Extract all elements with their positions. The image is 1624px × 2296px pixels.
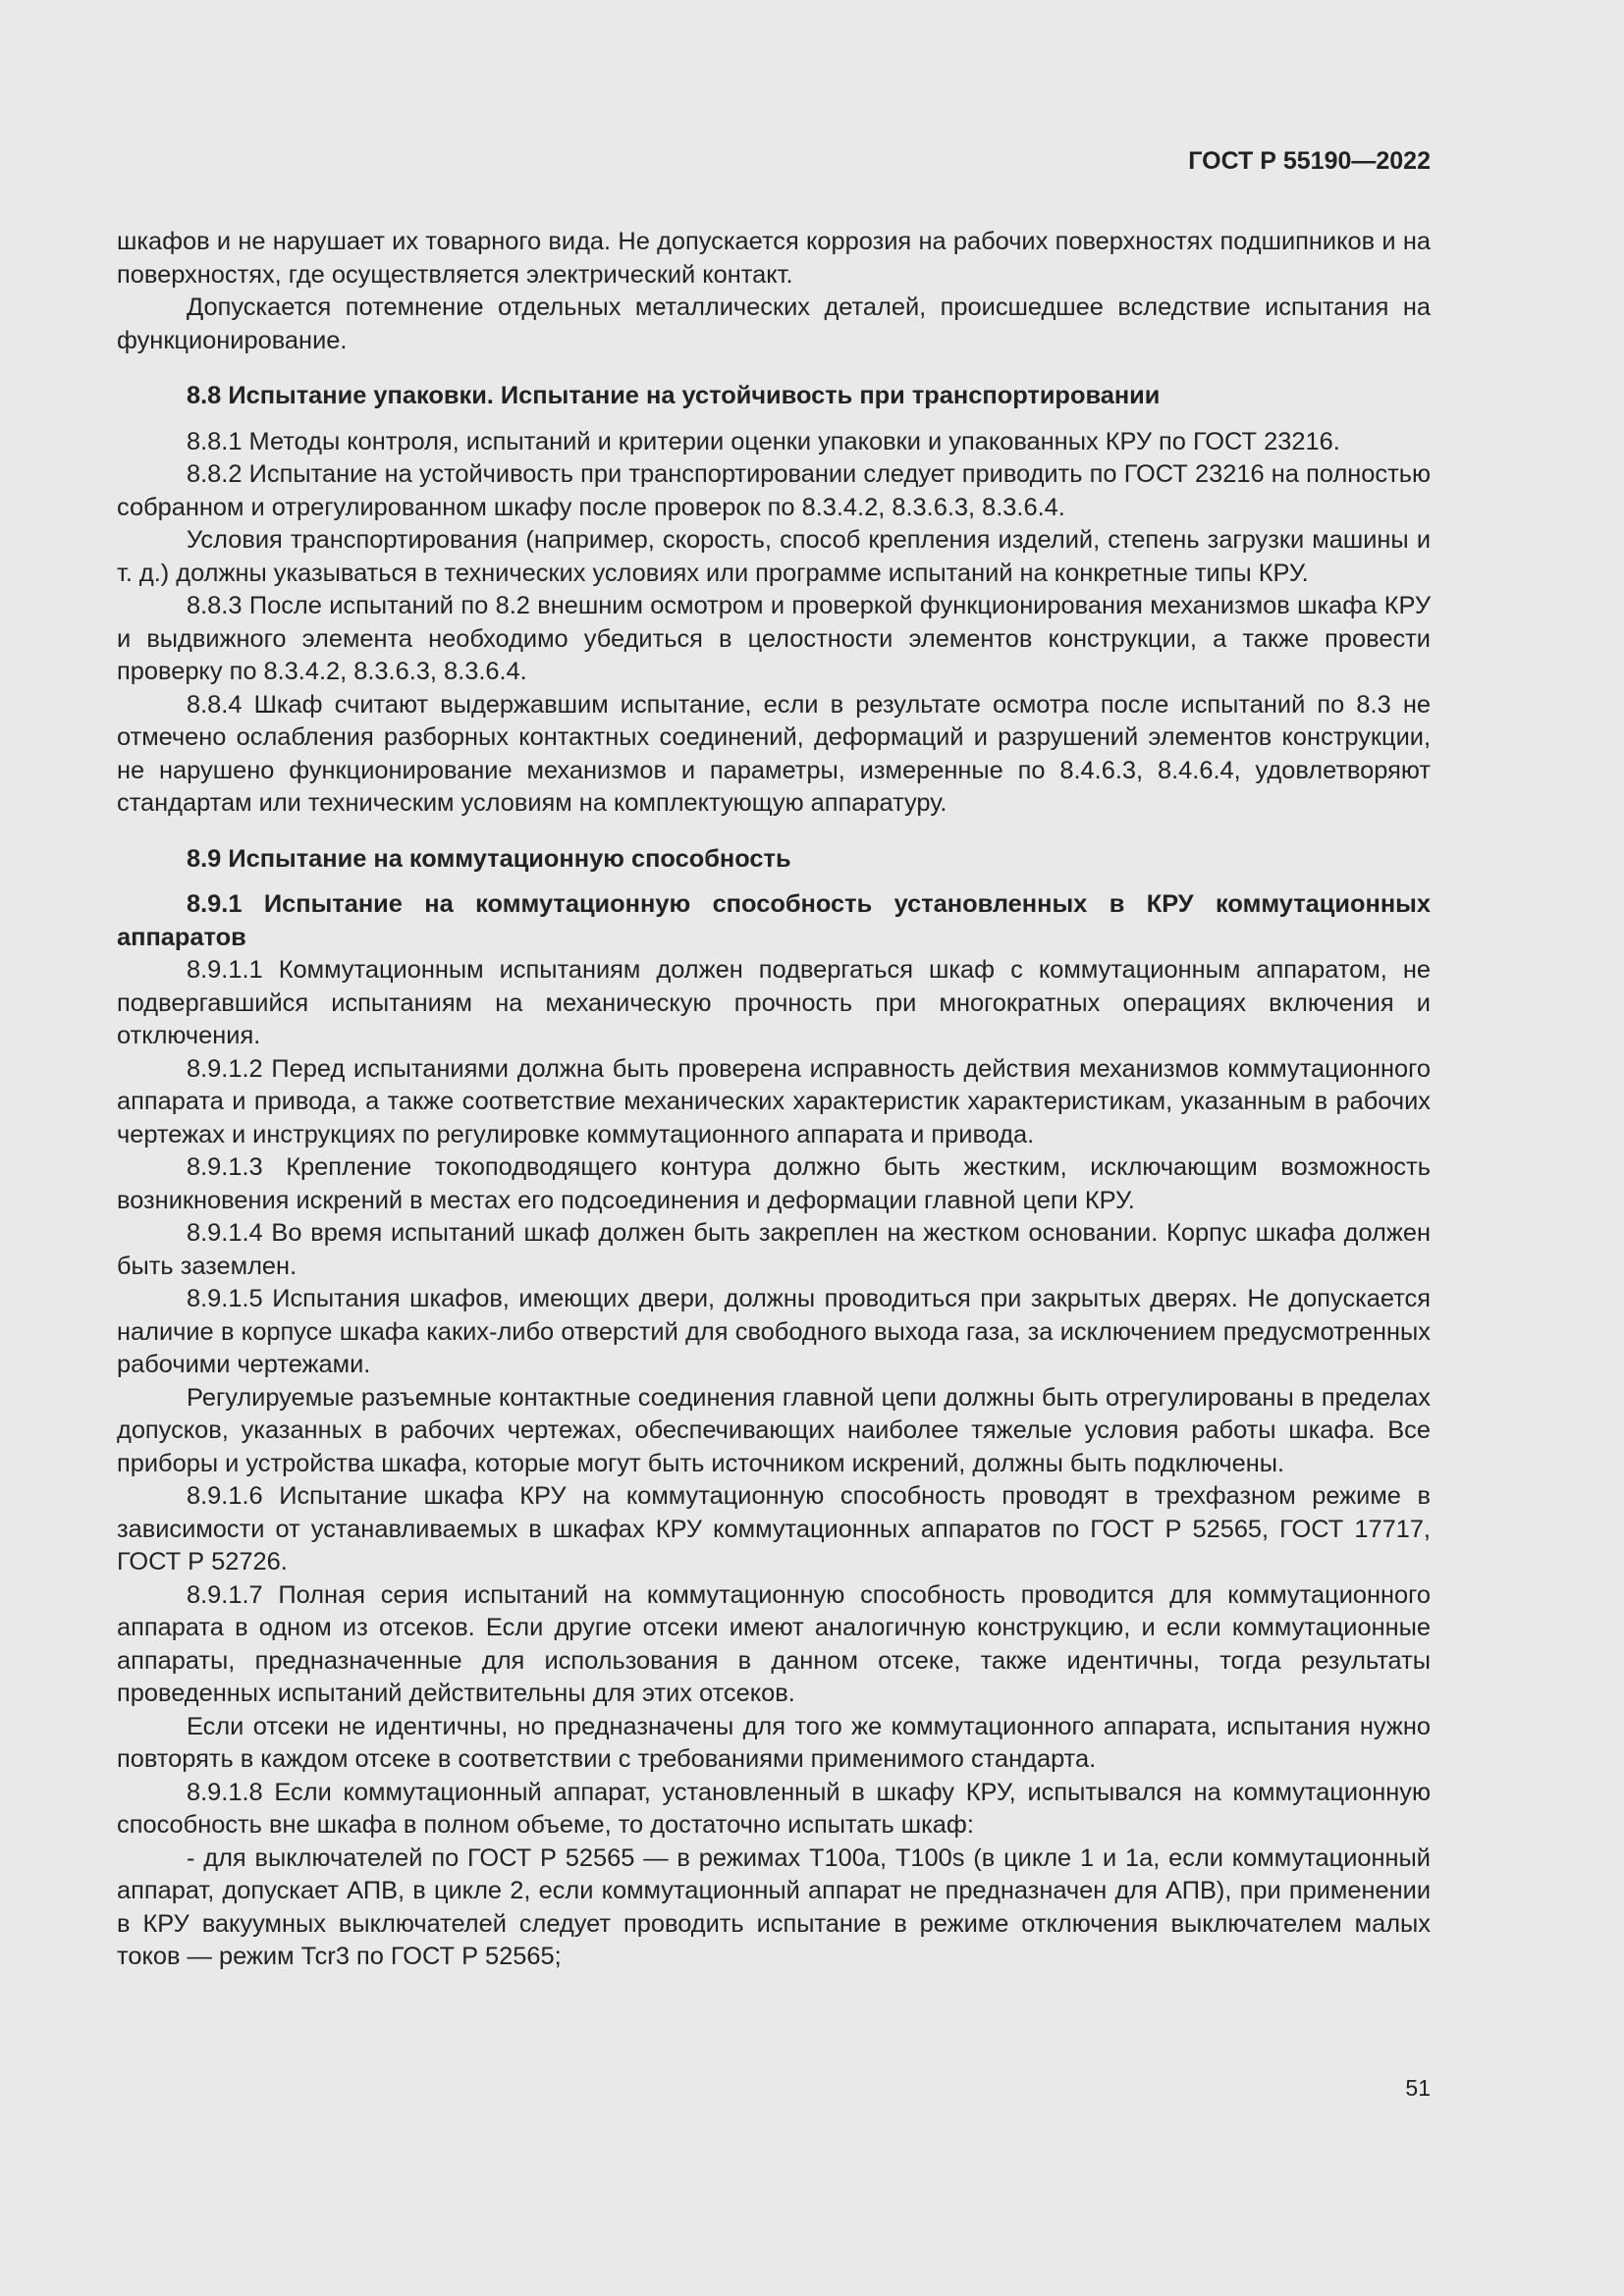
list-item-circuit-breakers: - для выключателей по ГОСТ Р 52565 — в режимах Т100а, Т100s (в цикле 1 и 1а, если коммутационный аппарат, допускает АПВ, в цикле 2, если коммутационный аппарат не предназначен для АПВ), при применении в КРУ вакуумных выключателей следует проводить испытание в режиме отключения выключателем малых токов — режим Тсr3 по ГОСТ Р 52565;: [117, 1843, 1431, 1970]
document-page: [117, 0, 1431, 2296]
paragraph-8-9-1-7: 8.9.1.7 Полная серия испытаний на коммутационную способность проводится для коммутационного аппарата в одном из отсеков. Если другие отсеки имеют аналогичную конструкцию, и если коммутационные аппараты, предназначенные для использования в данном отсеке, также идентичны, тогда результаты проведенных испытаний действительны для этих отсеков.: [117, 1580, 1431, 1707]
paragraph-8-9-1-5: 8.9.1.5 Испытания шкафов, имеющих двери, должны проводиться при закрытых дверях. Не допускается наличие в корпусе шкафа каких-либо отверстий для свободного выхода газа, за исключением предусмотренных рабочими чертежами.: [117, 1285, 1431, 1378]
section-heading-8-8: 8.8 Испытание упаковки. Испытание на устойчивость при транспортировании: [187, 382, 1161, 409]
paragraph-transport-conditions: Условия транспортирования (например, скорость, способ крепления изделий, степень загрузки машины и т. д.) должны указываться в технических условиях или программе испытаний на конкретные типы КРУ.: [117, 526, 1431, 587]
paragraph-8-8-3: 8.8.3 После испытаний по 8.2 внешним осмотром и проверкой функционирования механизмов шкафа КРУ и выдвижного элемента необходимо убедиться в целостности элементов конструкции, а также провести проверку по 8.3.4.2, 8.3.6.3, 8.3.6.4.: [117, 592, 1431, 685]
paragraph-continued: шкафов и не нарушает их товарного вида. Не допускается коррозия на рабочих поверхностях подшипников и на поверхностях, где осуществляется электрический контакт.: [117, 228, 1431, 289]
standard-header: ГОСТ Р 55190—2022: [1188, 147, 1431, 175]
paragraph-8-8-1: 8.8.1 Методы контроля, испытаний и критерии оценки упаковки и упакованных КРУ по ГОСТ 23216.: [187, 427, 1340, 455]
paragraph-8-9-1-3: 8.9.1.3 Крепление токоподводящего контура должно быть жестким, исключающим возможность возникновения искрений в местах его подсоединения и деформации главной цепи КРУ.: [117, 1153, 1431, 1214]
paragraph-8-9-1-8: 8.9.1.8 Если коммутационный аппарат, установленный в шкафу КРУ, испытывался на коммутационную способность вне шкафа в полном объеме, то достаточно испытать шкаф:: [117, 1778, 1431, 1839]
page-content: [117, 226, 1431, 1974]
page-number: 51: [1405, 2075, 1431, 2101]
paragraph-non-identical-compartments: Если отсеки не идентичны, но предназначены для того же коммутационного аппарата, испытания нужно повторять в каждом отсеке в соответствии с требованиями применимого стандарта.: [117, 1712, 1431, 1773]
paragraph-darkening: Допускается потемнение отдельных металлических деталей, происшедшее вследствие испытания на функционирование.: [117, 294, 1431, 354]
paragraph-8-9-1-6: 8.9.1.6 Испытание шкафа КРУ на коммутационную способность проводят в трехфазном режиме в зависимости от устанавливаемых в шкафах КРУ коммутационных аппаратов по ГОСТ Р 52565, ГОСТ 17717, ГОСТ Р 52726.: [117, 1482, 1431, 1575]
paragraph-8-8-2: 8.8.2 Испытание на устойчивость при транспортировании следует приводить по ГОСТ 23216 на полностью собранном и отрегулированном шкафу после проверок по 8.3.4.2, 8.3.6.3, 8.3.6.4.: [117, 460, 1431, 521]
paragraph-8-9-1-2: 8.9.1.2 Перед испытаниями должна быть проверена исправность действия механизмов коммутационного аппарата и привода, а также соответствие механических характеристик характеристикам, указанным в рабочих чертежах и инструкциях по регулировке коммутационного аппарата и привода.: [117, 1054, 1431, 1148]
paragraph-8-8-4: 8.8.4 Шкаф считают выдержавшим испытание, если в результате осмотра после испытаний по 8.3 не отмечено ослабления разборных контактных соединений, деформаций и разрушений элементов конструкции, не нарушено функционирование механизмов и параметры, измеренные по 8.4.6.3, 8.4.6.4, удовлетворяют стандартам или техническим условиям на комплектующую аппаратуру.: [117, 690, 1431, 817]
paragraph-8-9-1-4: 8.9.1.4 Во время испытаний шкаф должен быть закреплен на жестком основании. Корпус шкафа должен быть заземлен.: [117, 1219, 1431, 1280]
paragraph-8-9-1-1: 8.9.1.1 Коммутационным испытаниям должен подвергаться шкаф с коммутационным аппаратом, не подвергавшийся испытаниям на механическую прочность при многократных операциях включения и отключения.: [117, 956, 1431, 1049]
paragraph-adjustable-contacts: Регулируемые разъемные контактные соединения главной цепи должны быть отрегулированы в пределах допусков, указанных в рабочих чертежах, обеспечивающих наиболее тяжелые условия работы шкафа. Все приборы и устройства шкафа, которые могут быть источником искрений, должны быть подключены.: [117, 1383, 1431, 1477]
subsection-heading-8-9-1: 8.9.1 Испытание на коммутационную способность установленных в КРУ коммутационных аппаратов: [117, 890, 1431, 951]
section-heading-8-9: 8.9 Испытание на коммутационную способность: [187, 844, 791, 873]
